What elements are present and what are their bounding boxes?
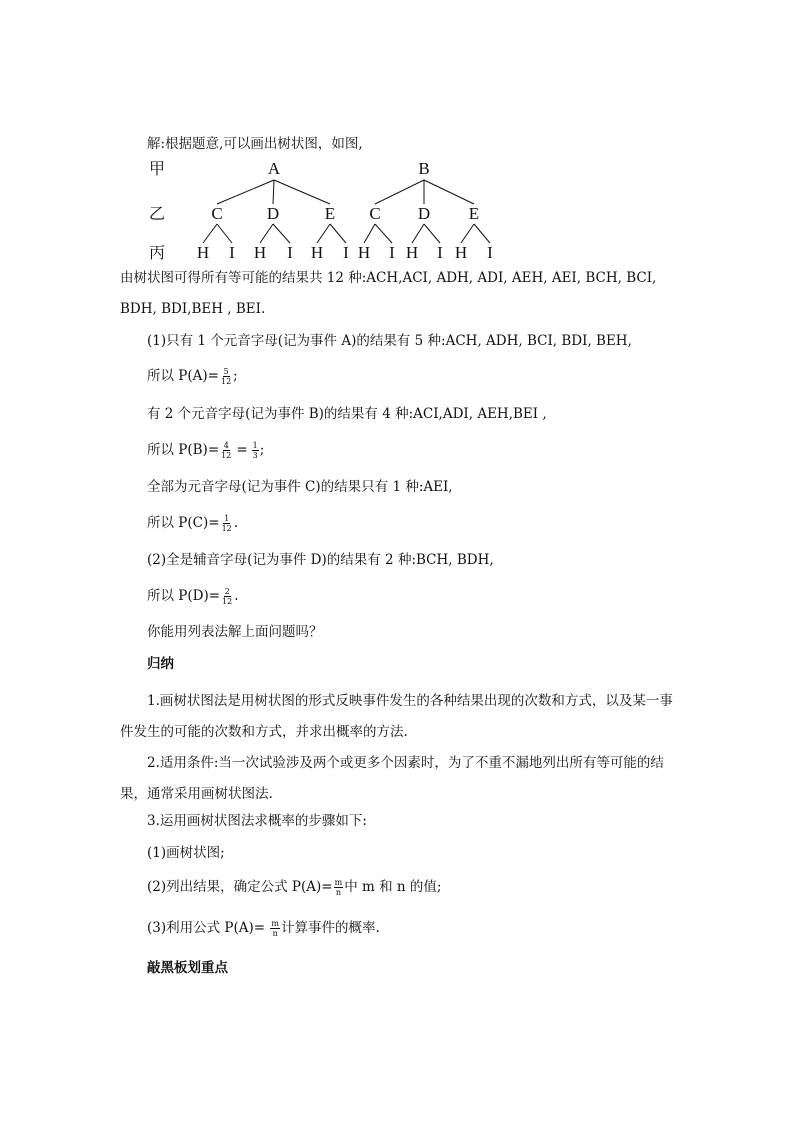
tree-node-second: D	[266, 204, 280, 223]
tree-branch	[474, 224, 490, 243]
step-2: (2)列出结果，确定公式 P(A)= $\frac{m}{n}$ 中 m 和 n 的值;	[147, 878, 442, 897]
tree-branch	[203, 224, 217, 243]
step-3: (3)利用公式 P(A)= $\frac{m}{n}$ 计算事件的概率.	[147, 919, 380, 938]
fraction: $\frac{m}{n}$	[334, 878, 343, 897]
tree-branch	[461, 224, 474, 243]
tree-branch	[412, 224, 424, 243]
summary-point-1: 1.画树状图法是用树状图的形式反映事件发生的各种结果出现的次数和方式，以及某一事件发生的可能的次数和方式，并求出概率的方法.	[120, 693, 673, 740]
tree-node-root: B	[418, 159, 430, 178]
prob-b: 所以 P(B)= $\frac{4}{12}$ = $\frac{1}{3}$ ;	[147, 441, 265, 460]
tree-node-second: C	[369, 204, 381, 223]
prob-c: 所以 P(C)= $\frac{1}{12}$ .	[147, 514, 239, 533]
tree-branch	[424, 180, 474, 204]
tree-node-second: E	[468, 204, 480, 223]
tree-level-label: 甲	[148, 159, 166, 178]
tree-node-second: C	[211, 204, 223, 223]
tree-node-third: I	[437, 243, 443, 262]
tree-node-third: H	[253, 243, 267, 262]
tree-branch	[330, 224, 346, 243]
tree-node-third: I	[287, 243, 293, 262]
summary-point-2: 2.适用条件:当一次试验涉及两个或更多个因素时，为了不重不漏地列出所有等可能的结果，通常采用画树状图法.	[120, 755, 664, 802]
tree-node-third: I	[389, 243, 395, 262]
tree-branch	[317, 224, 330, 243]
tree-level-label: 乙	[148, 204, 166, 223]
tree-branch	[273, 180, 274, 204]
fraction: $\frac{m}{n}$	[271, 919, 279, 938]
fraction: $\frac{1}{3}$	[252, 441, 258, 460]
tree-node-third: H	[454, 243, 468, 262]
tree-branch	[217, 224, 232, 243]
tree-node-third: H	[357, 243, 371, 262]
intro-text: 解:根据题意,可以画出树状图，如图,	[147, 136, 363, 152]
tree-branch	[375, 224, 392, 243]
tree-branch	[375, 180, 424, 204]
tree-node-second: D	[417, 204, 431, 223]
question-1-text: (1)只有 1 个元音字母(记为事件 A)的结果有 5 种:ACH, ADH, BCI, BDI, BEH,	[147, 333, 632, 349]
results-line-2: BDH, BDI,BEH , BEI.	[120, 301, 266, 317]
fraction: $\frac{5}{12}$	[220, 367, 232, 386]
tree-node-third: I	[487, 243, 493, 262]
prob-d: 所以 P(D)= $\frac{2}{12}$ .	[147, 587, 239, 606]
tree-branch	[424, 224, 440, 243]
tree-branch	[274, 180, 330, 204]
tree-node-third: I	[229, 243, 235, 262]
fraction: $\frac{1}{12}$	[221, 514, 232, 533]
results-line-1: 由树状图可得所有等可能的结果共 12 种:ACH,ACI, ADH, ADI, AEH, AEI, BCH, BCI,	[120, 270, 657, 286]
tree-node-third: H	[310, 243, 324, 262]
tree-diagram	[0, 150, 793, 270]
tree-branch	[260, 224, 273, 243]
tree-node-third: I	[343, 243, 349, 262]
tree-node-second: E	[324, 204, 336, 223]
tree-node-root: A	[267, 159, 281, 178]
tree-node-third: H	[405, 243, 419, 262]
fraction: $\frac{2}{12}$	[222, 587, 233, 606]
tree-branch	[273, 224, 290, 243]
fraction: $\frac{4}{12}$	[221, 441, 232, 460]
question-text: 你能用列表法解上面问题吗？	[147, 624, 323, 640]
tree-node-third: H	[196, 243, 210, 262]
tree-level-label: 丙	[148, 243, 166, 262]
prob-a: 所以 P(A)= $\frac{5}{12}$ ;	[147, 367, 238, 386]
tree-branch	[364, 224, 375, 243]
tree-branch	[217, 180, 274, 204]
question-b-text: 有 2 个元音字母(记为事件 B)的结果有 4 种:ACI,ADI, AEH,BEI ,	[147, 406, 547, 422]
highlight-heading: 敲黑板划重点	[147, 960, 228, 976]
summary-heading: 归纳	[147, 656, 174, 672]
question-c-text: 全部为元音字母(记为事件 C)的结果只有 1 种:AEI,	[147, 479, 453, 495]
summary-point-3: 3.运用画树状图法求概率的步骤如下:	[147, 813, 367, 829]
step-1: (1)画树状图;	[147, 845, 225, 861]
question-2-text: (2)全是辅音字母(记为事件 D)的结果有 2 种:BCH, BDH,	[147, 552, 494, 568]
